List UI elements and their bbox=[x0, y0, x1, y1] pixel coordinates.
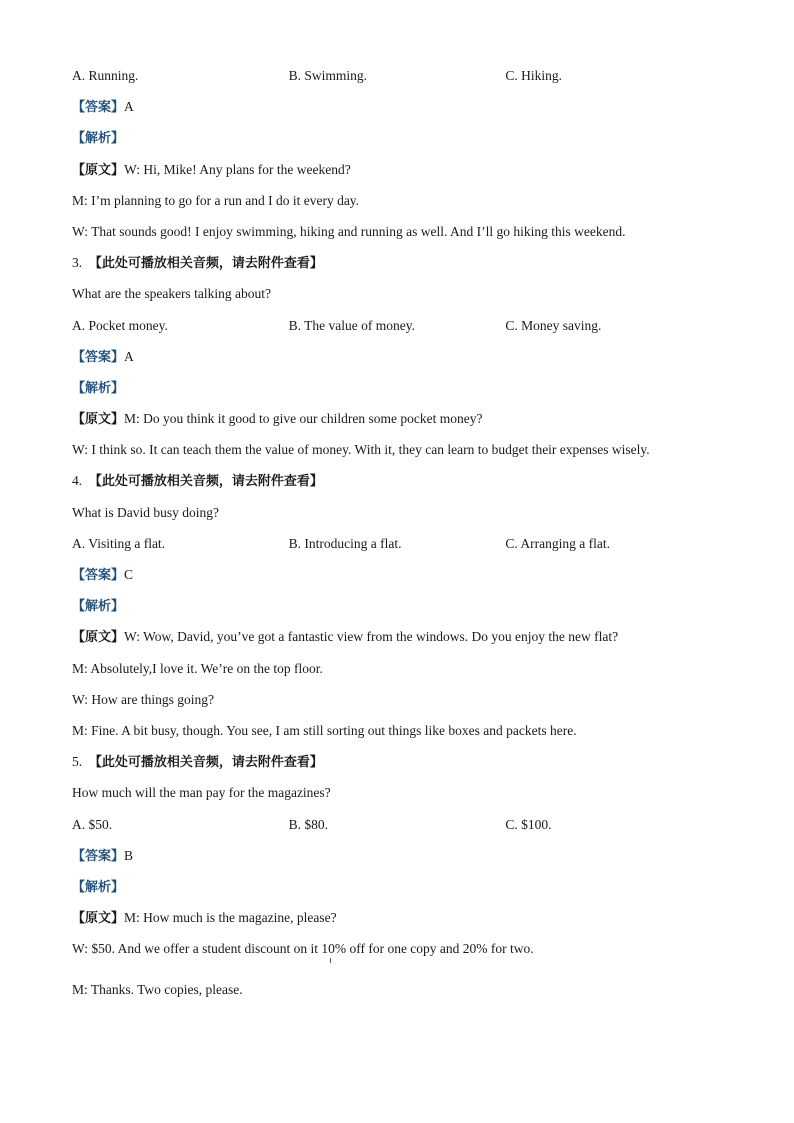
spacer bbox=[72, 966, 722, 976]
cursor-mark bbox=[330, 958, 331, 963]
q3-transcript-line: W: I think so. It can teach them the value of money. With it, they can learn to budget their expenses wisely. bbox=[72, 442, 650, 458]
q4-question: What is David busy doing? bbox=[72, 504, 219, 520]
option-a: A. $50. bbox=[72, 816, 113, 832]
q5-answer bbox=[72, 842, 722, 873]
q2-transcript-line: M: I’m planning to go for a run and I do it every day. bbox=[72, 192, 360, 208]
q4-heading bbox=[72, 467, 722, 498]
original-tag: 【原文】 bbox=[72, 911, 125, 927]
audio-note[interactable]: 【此处可播放相关音频，请去附件查看】 bbox=[88, 256, 323, 272]
q4-answer bbox=[72, 561, 722, 592]
analysis-tag: 【解析】 bbox=[72, 131, 125, 147]
option-c: C. Money saving. bbox=[505, 317, 602, 333]
q3-transcript-line bbox=[72, 405, 722, 436]
q4-analysis bbox=[72, 592, 722, 623]
analysis-tag: 【解析】 bbox=[72, 599, 125, 615]
document-page bbox=[72, 62, 722, 1008]
q4-transcript-line: W: How are things going? bbox=[72, 691, 214, 707]
q2-transcript-line: W: That sounds good! I enjoy swimming, hiking and running as well. And I’ll go hiking this weekend. bbox=[72, 223, 626, 239]
answer-tag: 【答案】 bbox=[72, 568, 125, 583]
original-tag: 【原文】 bbox=[72, 162, 125, 178]
transcript-text: M: Do you think it good to give our children some pocket money? bbox=[124, 411, 483, 427]
option-c: C. Hiking. bbox=[505, 68, 562, 83]
q4-transcript-line: M: Fine. A bit busy, though. You see, I am still sorting out things like boxes and packets here. bbox=[72, 722, 577, 738]
option-b: B. The value of money. bbox=[288, 317, 416, 333]
transcript-text: W: Wow, David, you’ve got a fantastic view from the windows. Do you enjoy the new flat? bbox=[124, 629, 619, 645]
q4-transcript-line: M: Absolutely,I love it. We’re on the top floor. bbox=[72, 660, 323, 676]
transcript-text: M: How much is the magazine, please? bbox=[124, 910, 337, 926]
audio-note[interactable]: 【此处可播放相关音频，请去附件查看】 bbox=[88, 474, 323, 490]
question-number: 5. bbox=[72, 754, 83, 770]
q4-transcript-line bbox=[72, 623, 722, 654]
q5-transcript-line: W: $50. And we offer a student discount on it 10% off for one copy and 20% for two. bbox=[72, 941, 534, 957]
audio-note[interactable]: 【此处可播放相关音频，请去附件查看】 bbox=[88, 755, 323, 771]
transcript-text: W: Hi, Mike! Any plans for the weekend? bbox=[124, 161, 351, 177]
question-number: 3. bbox=[72, 255, 83, 271]
option-c: C. Arranging a flat. bbox=[505, 535, 610, 551]
option-b: B. $80. bbox=[288, 816, 329, 832]
q2-options bbox=[72, 62, 722, 93]
option-a: A. Pocket money. bbox=[72, 317, 168, 333]
q3-analysis bbox=[72, 374, 722, 405]
answer-tag: 【答案】 bbox=[72, 848, 125, 864]
answer-value: A bbox=[124, 348, 134, 364]
option-a: A. Visiting a flat. bbox=[72, 535, 166, 551]
answer-value: A bbox=[124, 99, 134, 115]
q2-answer bbox=[72, 93, 722, 124]
answer-value: B bbox=[124, 847, 134, 863]
option-c: C. $100. bbox=[505, 816, 552, 832]
analysis-tag: 【解析】 bbox=[72, 380, 125, 396]
q3-options bbox=[72, 312, 722, 343]
analysis-tag: 【解析】 bbox=[72, 879, 125, 895]
q2-analysis bbox=[72, 124, 722, 155]
option-b: B. Introducing a flat. bbox=[288, 535, 402, 551]
q3-question: What are the speakers talking about? bbox=[72, 286, 272, 302]
option-b: B. Swimming. bbox=[288, 68, 368, 83]
q5-heading bbox=[72, 748, 722, 779]
q5-question: How much will the man pay for the magazines? bbox=[72, 785, 331, 801]
question-number: 4. bbox=[72, 473, 83, 489]
q2-transcript-line bbox=[72, 156, 722, 187]
q3-answer bbox=[72, 343, 722, 374]
q5-transcript-line: M: Thanks. Two copies, please. bbox=[72, 982, 243, 998]
answer-value: C bbox=[124, 567, 134, 582]
option-a: A. Running. bbox=[72, 68, 139, 83]
original-tag: 【原文】 bbox=[72, 630, 125, 646]
q5-analysis bbox=[72, 873, 722, 904]
answer-tag: 【答案】 bbox=[72, 349, 125, 365]
original-tag: 【原文】 bbox=[72, 412, 125, 428]
q3-heading bbox=[72, 249, 722, 280]
q5-options bbox=[72, 811, 722, 842]
q4-options bbox=[72, 530, 722, 561]
q5-transcript-line bbox=[72, 904, 722, 935]
answer-tag: 【答案】 bbox=[72, 100, 125, 116]
